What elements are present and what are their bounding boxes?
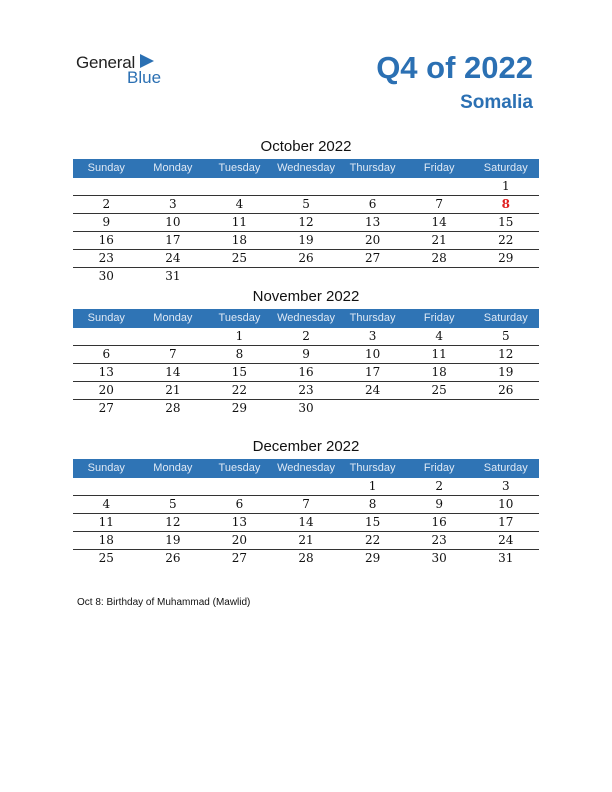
day-cell: 17 <box>165 233 181 247</box>
day-cell: 13 <box>364 215 381 229</box>
day-cell: 22 <box>364 533 381 547</box>
day-cell: 18 <box>431 365 447 379</box>
day-cell: 12 <box>498 347 514 361</box>
week-row <box>73 250 539 268</box>
day-cell: 4 <box>235 197 244 211</box>
weekday-label: Friday <box>423 312 455 324</box>
holiday-notes <box>77 597 250 608</box>
day-cell: 22 <box>498 233 514 247</box>
day-cell: 7 <box>169 347 177 361</box>
day-cell: 2 <box>102 197 111 211</box>
day-cell: 3 <box>368 329 377 343</box>
week-row <box>73 532 539 550</box>
day-cell: 5 <box>169 497 177 511</box>
day-cell: 11 <box>231 215 248 229</box>
month-title: December 2022 <box>252 438 360 455</box>
day-cell: 7 <box>435 197 443 211</box>
weekday-label: Saturday <box>483 462 528 474</box>
day-cell: 15 <box>364 515 381 529</box>
day-cell: 24 <box>165 251 181 265</box>
day-cell <box>339 268 406 285</box>
day-cell: 31 <box>165 269 181 283</box>
day-cell: 5 <box>501 329 510 343</box>
day-cell: 21 <box>165 383 181 397</box>
day-cell <box>140 478 207 495</box>
day-cell: 29 <box>364 551 381 565</box>
day-cell: 23 <box>98 251 114 265</box>
logo-text-blue: Blue <box>127 68 162 87</box>
day-cell: 1 <box>501 179 510 193</box>
day-cell: 9 <box>102 215 111 229</box>
weekday-label: Wednesday <box>277 162 335 174</box>
day-cell: 14 <box>165 365 181 379</box>
weekday-label: Thursday <box>349 162 396 174</box>
week-row <box>73 268 539 285</box>
day-cell: 13 <box>98 365 114 379</box>
country-name: Somalia <box>460 92 533 113</box>
week-row <box>73 550 539 567</box>
day-cell: 30 <box>98 269 114 283</box>
weekday-label: Thursday <box>349 312 396 324</box>
day-cell: 11 <box>431 347 447 361</box>
logo-flag-icon <box>140 54 154 68</box>
day-cell <box>273 478 340 495</box>
weekday-label: Wednesday <box>277 462 335 474</box>
day-cell: 18 <box>98 533 114 547</box>
logo <box>76 53 176 87</box>
day-cell <box>273 178 340 195</box>
day-cell: 29 <box>231 401 248 415</box>
day-cell: 2 <box>302 329 310 343</box>
weekday-label: Saturday <box>483 162 528 174</box>
weekday-label: Sunday <box>87 162 125 174</box>
day-cell: 23 <box>431 533 447 547</box>
day-cell <box>339 400 406 417</box>
day-cell <box>206 178 273 195</box>
weekday-label: Monday <box>153 462 193 474</box>
week-row <box>73 382 539 400</box>
month-block <box>73 136 539 285</box>
day-cell <box>339 178 406 195</box>
day-cell: 9 <box>435 497 443 511</box>
day-cell: 4 <box>435 329 443 343</box>
weekday-label: Tuesday <box>218 312 261 324</box>
day-cell: 13 <box>231 515 248 529</box>
day-cell: 31 <box>498 551 514 565</box>
day-cell: 8 <box>368 497 377 511</box>
day-cell: 8 <box>235 347 244 361</box>
weekday-header <box>73 459 539 478</box>
day-cell: 6 <box>368 197 377 211</box>
day-cell: 21 <box>298 533 314 547</box>
day-cell: 20 <box>231 533 248 547</box>
day-cell <box>273 268 340 285</box>
day-cell: 6 <box>235 497 244 511</box>
month-block <box>73 436 539 567</box>
day-cell: 1 <box>235 329 244 343</box>
week-row <box>73 196 539 214</box>
page-title: Q4 of 2022 <box>376 50 533 85</box>
day-cell: 5 <box>302 197 310 211</box>
day-cell: 17 <box>498 515 514 529</box>
day-cell: 26 <box>298 251 314 265</box>
holiday-note: Oct 8: Birthday of Muhammad (Mawlid) <box>77 597 251 608</box>
day-cell: 20 <box>364 233 381 247</box>
weekday-label: Sunday <box>87 312 125 324</box>
weekday-label: Tuesday <box>218 162 261 174</box>
day-cell: 30 <box>431 551 447 565</box>
day-cell: 22 <box>231 383 248 397</box>
weekday-label: Friday <box>423 162 455 174</box>
weekday-label: Friday <box>423 462 455 474</box>
week-row <box>73 496 539 514</box>
day-cell: 27 <box>98 401 114 415</box>
day-cell: 24 <box>364 383 381 397</box>
day-cell <box>406 400 473 417</box>
week-row <box>73 328 539 346</box>
day-cell <box>472 268 539 285</box>
day-cell: 11 <box>98 515 114 529</box>
day-cell: 10 <box>364 347 381 361</box>
weekday-label: Wednesday <box>277 312 335 324</box>
day-cell: 15 <box>498 215 514 229</box>
day-cell: 19 <box>298 233 314 247</box>
day-cell: 17 <box>364 365 381 379</box>
day-cell: 7 <box>302 497 310 511</box>
month-title: November 2022 <box>252 288 360 305</box>
day-cell: 29 <box>498 251 514 265</box>
week-row <box>73 364 539 382</box>
day-cell: 1 <box>368 479 377 493</box>
day-cell: 12 <box>165 515 181 529</box>
day-cell <box>406 268 473 285</box>
weekday-header <box>73 309 539 328</box>
weekday-label: Tuesday <box>218 462 261 474</box>
week-row <box>73 178 539 196</box>
day-cell <box>206 478 273 495</box>
day-cell: 16 <box>298 365 314 379</box>
day-cell: 15 <box>231 365 248 379</box>
weekday-label: Monday <box>153 312 193 324</box>
weekday-label: Saturday <box>483 312 528 324</box>
day-cell: 21 <box>431 233 447 247</box>
week-row <box>73 232 539 250</box>
weekday-header <box>73 159 539 178</box>
day-cell: 25 <box>431 383 447 397</box>
day-cell: 25 <box>231 251 248 265</box>
day-cell: 6 <box>102 347 111 361</box>
day-cell <box>472 400 539 417</box>
day-cell <box>140 178 207 195</box>
day-cell: 8 <box>501 197 510 211</box>
month-title: October 2022 <box>260 138 352 155</box>
logo-text-general: General <box>76 53 136 72</box>
week-row <box>73 346 539 364</box>
day-cell: 19 <box>165 533 181 547</box>
day-cell: 2 <box>435 479 443 493</box>
day-cell: 27 <box>364 251 381 265</box>
day-cell: 28 <box>431 251 447 265</box>
week-row <box>73 214 539 232</box>
day-cell: 3 <box>501 479 510 493</box>
day-cell: 14 <box>298 515 314 529</box>
day-cell <box>73 328 140 345</box>
weekday-label: Monday <box>153 162 193 174</box>
day-cell: 24 <box>498 533 514 547</box>
week-row <box>73 478 539 496</box>
weekday-label: Sunday <box>87 462 125 474</box>
day-cell: 20 <box>98 383 114 397</box>
day-cell: 26 <box>498 383 514 397</box>
day-cell: 10 <box>498 497 514 511</box>
day-cell: 10 <box>165 215 181 229</box>
day-cell: 28 <box>165 401 181 415</box>
day-cell <box>206 268 273 285</box>
day-cell: 18 <box>231 233 248 247</box>
day-cell: 19 <box>498 365 514 379</box>
day-cell: 14 <box>431 215 447 229</box>
week-row <box>73 400 539 417</box>
day-cell: 25 <box>98 551 114 565</box>
weekday-label: Thursday <box>349 462 396 474</box>
day-cell: 4 <box>102 497 111 511</box>
week-row <box>73 514 539 532</box>
day-cell: 28 <box>298 551 314 565</box>
day-cell <box>73 478 140 495</box>
day-cell: 12 <box>298 215 314 229</box>
day-cell: 16 <box>98 233 114 247</box>
day-cell: 23 <box>298 383 314 397</box>
day-cell: 16 <box>431 515 447 529</box>
month-block <box>73 286 539 417</box>
day-cell: 26 <box>165 551 181 565</box>
day-cell <box>73 178 140 195</box>
day-cell: 27 <box>231 551 248 565</box>
day-cell: 3 <box>169 197 177 211</box>
day-cell <box>406 178 473 195</box>
day-cell: 9 <box>302 347 310 361</box>
day-cell: 30 <box>298 401 314 415</box>
day-cell <box>140 328 207 345</box>
